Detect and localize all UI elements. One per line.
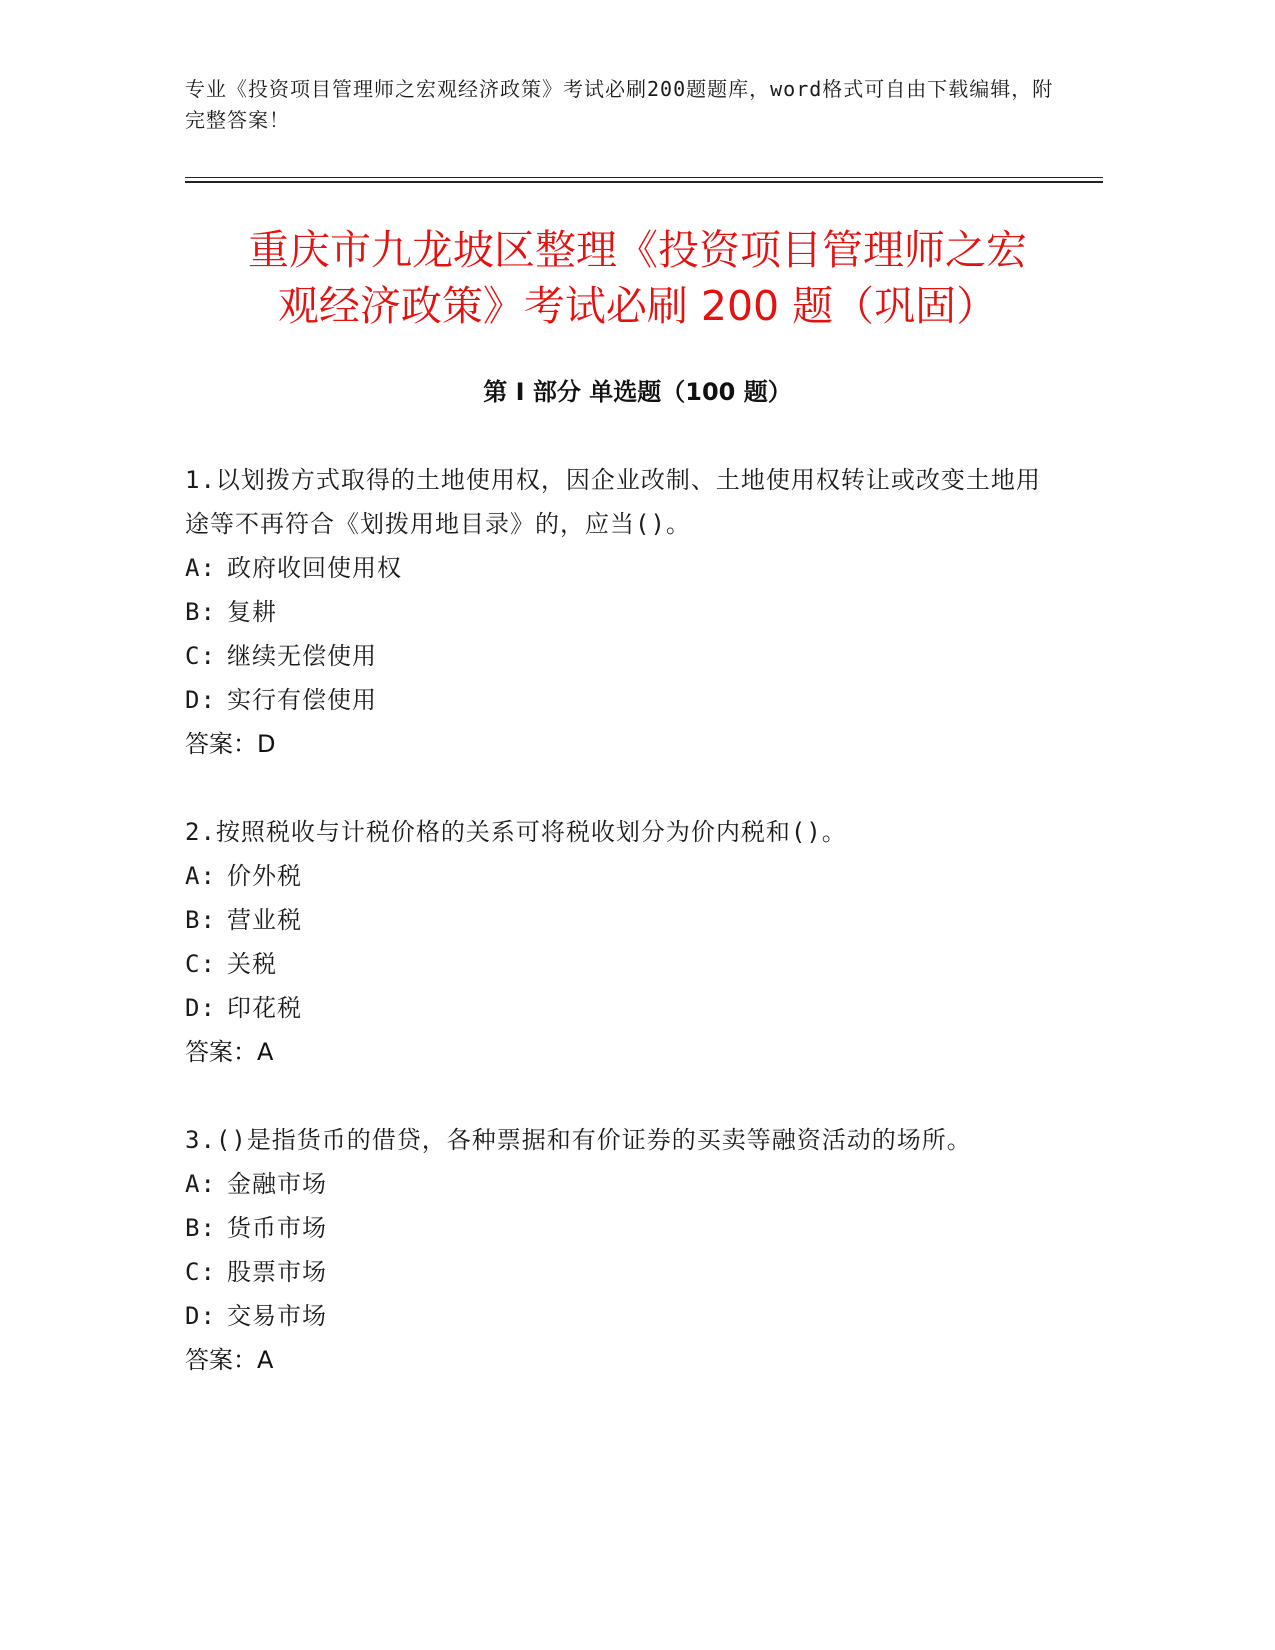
option-key: D: — [185, 686, 216, 714]
document-title-line-1: 重庆市九龙坡区整理《投资项目管理师之宏 — [248, 226, 1027, 274]
option-key: C: — [185, 950, 216, 978]
question-1 — [185, 458, 1045, 766]
option-text: 营业税 — [227, 906, 302, 934]
question-3 — [185, 1118, 1045, 1382]
answer: 答案：D — [185, 730, 276, 758]
option-b — [185, 1206, 1045, 1250]
question-stem: 3.()是指货币的借贷，各种票据和有价证券的买卖等融资活动的场所。 — [185, 1126, 972, 1154]
option-text: 金融市场 — [227, 1170, 327, 1198]
document-title-line-2: 观经济政策》考试必刷 200 题（巩固） — [277, 282, 998, 330]
option-text: 继续无偿使用 — [227, 642, 377, 670]
document-title — [185, 222, 1090, 334]
option-d — [185, 678, 1045, 722]
answer: 答案：A — [185, 1038, 274, 1066]
option-text: 股票市场 — [227, 1258, 327, 1286]
option-text: 货币市场 — [227, 1214, 327, 1242]
question-stem: 2.按照税收与计税价格的关系可将税收划分为价内税和()。 — [185, 818, 847, 846]
option-key: C: — [185, 1258, 216, 1286]
section-title: 第 I 部分 单选题（100 题） — [483, 378, 792, 406]
option-key: A: — [185, 1170, 216, 1198]
option-a — [185, 546, 1045, 590]
option-key: D: — [185, 1302, 216, 1330]
option-key: C: — [185, 642, 216, 670]
option-key: A: — [185, 862, 216, 890]
question-2 — [185, 810, 1045, 1074]
option-c — [185, 634, 1045, 678]
option-key: D: — [185, 994, 216, 1022]
option-text: 政府收回使用权 — [227, 554, 402, 582]
answer: 答案：A — [185, 1346, 274, 1374]
option-a — [185, 1162, 1045, 1206]
option-key: B: — [185, 598, 216, 626]
option-c — [185, 942, 1045, 986]
option-text: 印花税 — [227, 994, 302, 1022]
header-divider-thick — [185, 181, 1103, 183]
option-text: 实行有偿使用 — [227, 686, 377, 714]
question-stem: 1.以划拨方式取得的土地使用权，因企业改制、土地使用权转让或改变土地用途等不再符合《划拨用地目录》的，应当()。 — [185, 466, 1041, 538]
question-list — [185, 458, 1045, 1382]
option-b — [185, 898, 1045, 942]
header-divider-thin — [185, 177, 1103, 178]
option-key: A: — [185, 554, 216, 582]
option-text: 交易市场 — [227, 1302, 327, 1330]
option-d — [185, 986, 1045, 1030]
option-text: 关税 — [227, 950, 277, 978]
option-a — [185, 854, 1045, 898]
option-text: 价外税 — [227, 862, 302, 890]
option-key: B: — [185, 1214, 216, 1242]
option-key: B: — [185, 906, 216, 934]
option-d — [185, 1294, 1045, 1338]
option-text: 复耕 — [227, 598, 277, 626]
header-note: 专业《投资项目管理师之宏观经济政策》考试必刷200题题库，word格式可自由下载编辑，附完整答案！ — [185, 77, 1054, 132]
option-b — [185, 590, 1045, 634]
option-c — [185, 1250, 1045, 1294]
